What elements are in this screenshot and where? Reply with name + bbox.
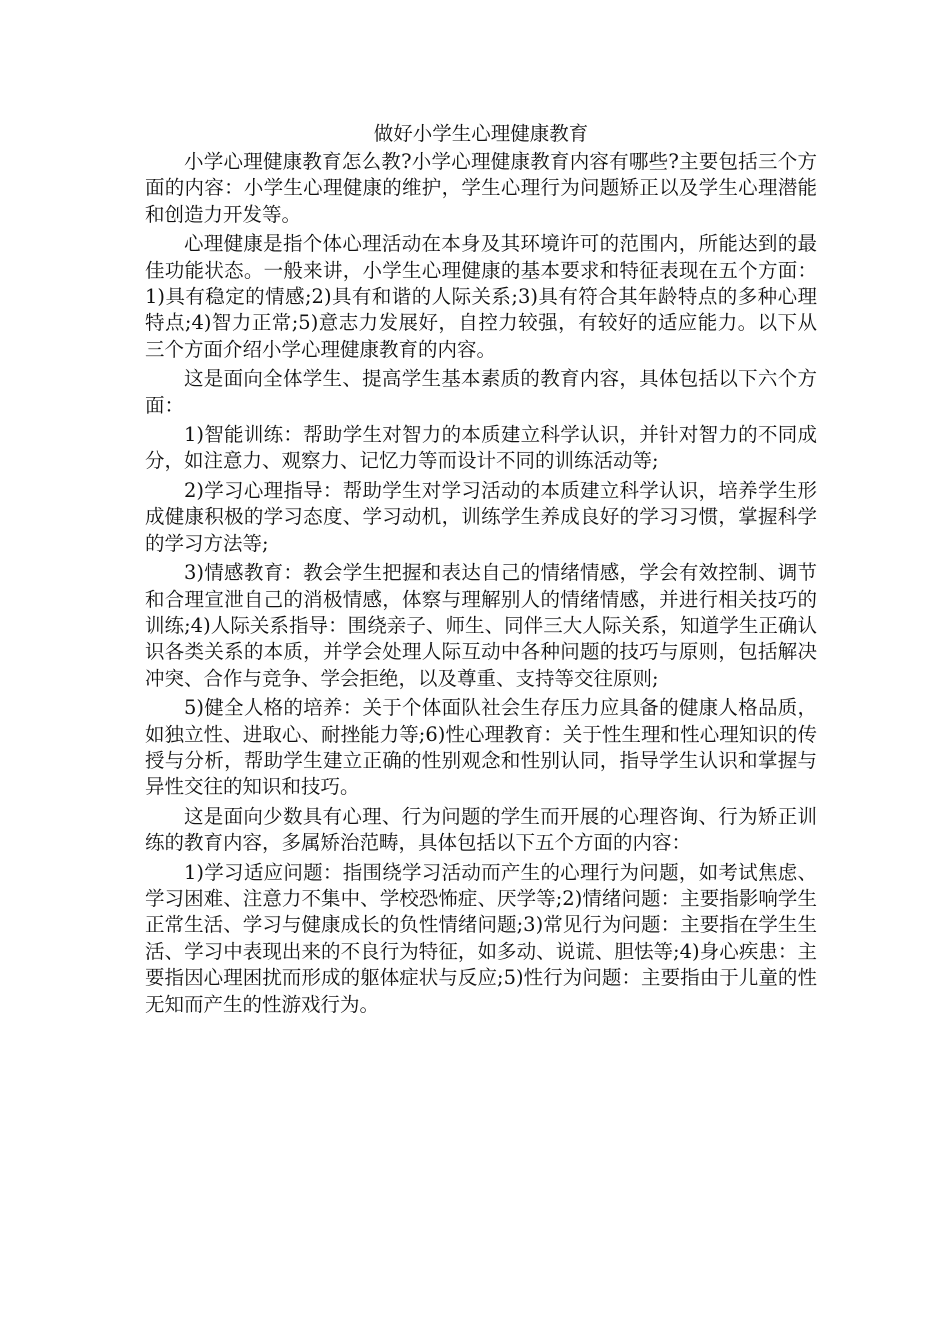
paragraph-definition: 心理健康是指个体心理活动在本身及其环境许可的范围内，所能达到的最佳功能状态。一般来讲，小学生心理健康的基本要求和特征表现在五个方面：1)具有稳定的情感;2)具有和谐的人际关系;3)具有符合其年龄特点的多种心理特点;4)智力正常;5)意志力发展好，自控力较强，有较好的适应能力。以下从三个方面介绍小学心理健康教育的内容。	[145, 232, 817, 361]
paragraph-personality: 5)健全人格的培养：关于个体面队社会生存压力应具备的健康人格品质，如独立性、进取心、耐挫能力等;6)性心理教育：关于性生理和性心理知识的传授与分析，帮助学生建立正确的性别观念和性别认同，指导学生认识和掌握与异性交往的知识和技巧。	[145, 696, 817, 799]
paragraph-intro: 小学心理健康教育怎么教?小学心理健康教育内容有哪些?主要包括三个方面的内容：小学生心理健康的维护，学生心理行为问题矫正以及学生心理潜能和创造力开发等。	[145, 150, 817, 226]
paragraph-problems: 1)学习适应问题：指围绕学习活动而产生的心理行为问题，如考试焦虑、学习困难、注意力不集中、学校恐怖症、厌学等;2)情绪问题：主要指影响学生正常生活、学习与健康成长的负性情绪问题;3)常见行为问题：主要指在学生生活、学习中表现出来的不良行为特征，如多动、说谎、胆怯等;4)身心疾患：主要指因心理困扰而形成的躯体症状与反应;5)性行为问题：主要指由于儿童的性无知而产生的性游戏行为。	[145, 860, 817, 1016]
paragraph-emotion-education: 3)情感教育：教会学生把握和表达自己的情绪情感，学会有效控制、调节和合理宣泄自己的消极情感，体察与理解别人的情绪情感，并进行相关技巧的训练;4)人际关系指导：围绕亲子、师生、同伴三大人际关系，知道学生正确认识各类关系的本质，并学会处理人际互动中各种问题的技巧与原则，包括解决冲突、合作与竞争、学会拒绝，以及尊重、支持等交往原则;	[145, 561, 817, 690]
document-page	[145, 120, 817, 1018]
paragraph-learning-guidance: 2)学习心理指导：帮助学生对学习活动的本质建立科学认识，培养学生形成健康积极的学习态度、学习动机，训练学生养成良好的学习习惯，掌握科学的学习方法等;	[145, 478, 817, 555]
paragraph-intelligence-training: 1)智能训练：帮助学生对智力的本质建立科学认识，并针对智力的不同成分，如注意力、观察力、记忆力等而设计不同的训练活动等;	[145, 423, 817, 473]
paragraph-section-two-intro: 这是面向少数具有心理、行为问题的学生而开展的心理咨询、行为矫正训练的教育内容，多属矫治范畴，具体包括以下五个方面的内容：	[145, 804, 817, 855]
document-title: 做好小学生心理健康教育	[373, 122, 589, 145]
paragraph-section-one-intro: 这是面向全体学生、提高学生基本素质的教育内容，具体包括以下六个方面：	[145, 367, 817, 417]
